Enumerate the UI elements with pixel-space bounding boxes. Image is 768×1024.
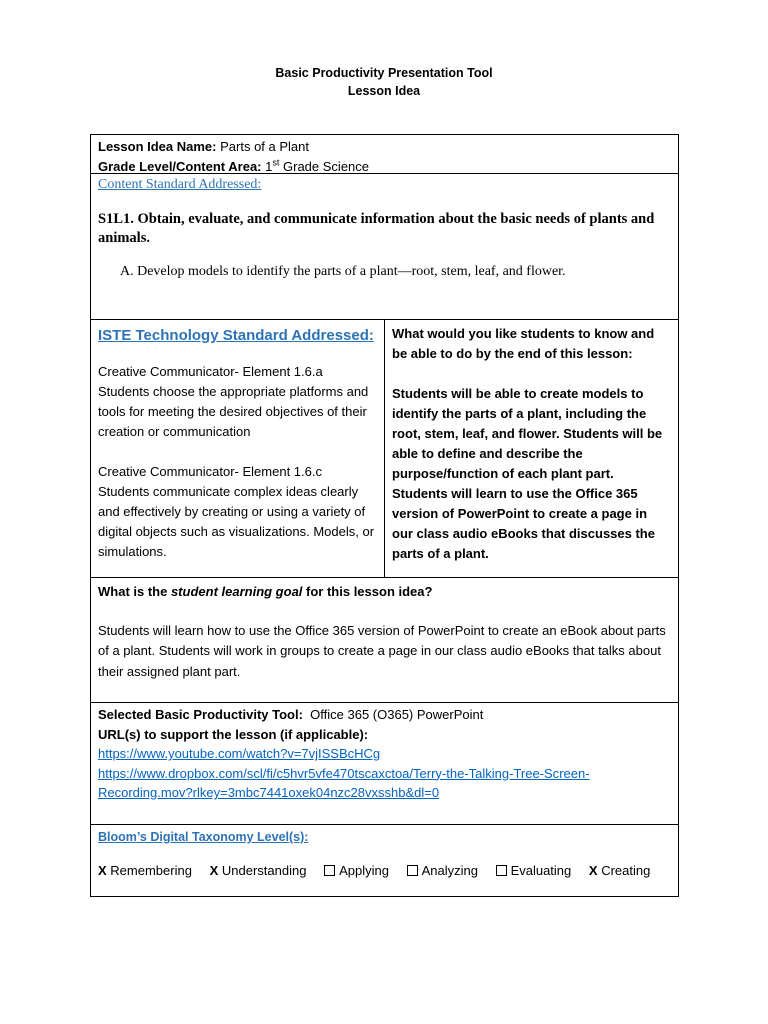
title-line-2: Lesson Idea [347,84,421,98]
content-standard-text: S1L1. Obtain, evaluate, and communicate information about the basic needs of plants and animals. [98,211,655,246]
learning-goal-q-emphasis: student learning goal [170,584,303,599]
lesson-name-label: Lesson Idea Name: [98,139,217,154]
level-label: Creating [601,863,651,878]
lesson-name-value: Parts of a Plant [220,139,310,154]
level-label: Evaluating [510,863,572,878]
lesson-table [90,134,679,897]
bloom-row [91,825,678,897]
title-line-1: Basic Productivity Presentation Tool [275,66,493,80]
checkbox-icon [324,865,335,876]
bloom-level-creating [589,862,650,880]
level-label: Analyzing [421,863,478,878]
level-label: Applying [339,863,389,878]
level-label: Remembering [110,863,192,878]
grade-superscript: st [272,157,280,168]
iste-heading: ISTE Technology Standard Addressed: [98,327,374,344]
objectives-answer: Students will be able to create models to identify the parts of a plant, including the root, stem, leaf, and flower. Students will be able to define and describe the purpose/function of each plant part. Students will learn to use the Office 365 version of PowerPoint to create a page in our class audio eBooks that discusses the parts of a plant. [392,386,663,561]
content-standard-heading: Content Standard Addressed: [98,177,262,192]
iste-item-1-title: Creative Communicator- Element 1.6.a [98,364,323,379]
bloom-level-remembering [98,862,192,880]
dropbox-link-line-1: https://www.dropbox.com/scl/fi/c5hvr5vfe470tscaxctoa/Terry-the-Talking-Tree-Screen- [98,765,590,781]
youtube-link[interactable]: https://www.youtube.com/watch?v=7vjISSBcHCg [98,746,381,761]
objectives-question: What would you like students to know and be able to do by the end of this lesson: [392,326,655,361]
grade-number: 1 [265,158,273,174]
bloom-levels [98,862,671,880]
iste-item-1-text: Students choose the appropriate platforms and tools for meeting the desired objectives of their creation or communication [98,384,369,439]
iste-row [91,320,678,578]
dropbox-link[interactable] [98,764,671,803]
document-title [0,64,768,100]
grade-value: Grade Science [283,158,370,174]
content-standard-element: A. Develop models to identify the parts of a plant—root, stem, leaf, and flower. [120,264,566,279]
learning-goal-q-suffix: for this lesson idea? [302,584,433,599]
objectives-cell [385,320,678,577]
tool-label: Selected Basic Productivity Tool: [98,707,303,722]
tool-row [91,703,678,825]
lesson-name-row [91,135,678,174]
learning-goal-q-prefix: What is the [98,584,171,599]
bloom-level-evaluating [496,862,572,880]
bloom-level-analyzing [407,862,478,880]
checkbox-icon [496,865,507,876]
learning-goal-answer: Students will learn how to use the Office 365 version of PowerPoint to create an eBook about parts of a plant. Students will work in groups to create a page in our class audio eBooks that talks about their assigned plant part. [98,622,666,679]
level-check-mark: X [588,863,598,878]
level-check-mark: X [98,863,107,878]
iste-cell [91,320,385,577]
level-label: Understanding [221,863,307,878]
grade-label: Grade Level/Content Area: [98,158,262,174]
bloom-level-applying [324,862,389,880]
level-check-mark: X [209,863,219,878]
iste-item-2-title: Creative Communicator- Element 1.6.c [98,464,322,479]
dropbox-link-line-2: Recording.mov?rlkey=3mbc7441oxek04nzc28vxsshb&dl=0 [98,785,440,800]
bloom-level-understanding [210,862,307,880]
iste-item-2-text: Students communicate complex ideas clearly and effectively by creating or using a variety of digital objects such as visualizations. Models, or simulations. [98,484,375,559]
bloom-heading: Bloom’s Digital Taxonomy Level(s): [98,830,309,844]
urls-label: URL(s) to support the lesson (if applicable): [98,726,369,742]
learning-goal-question [98,582,671,602]
content-standard-row [91,174,678,320]
tool-value: Office 365 (O365) PowerPoint [310,707,484,722]
learning-goal-row [91,578,678,703]
checkbox-icon [407,865,418,876]
